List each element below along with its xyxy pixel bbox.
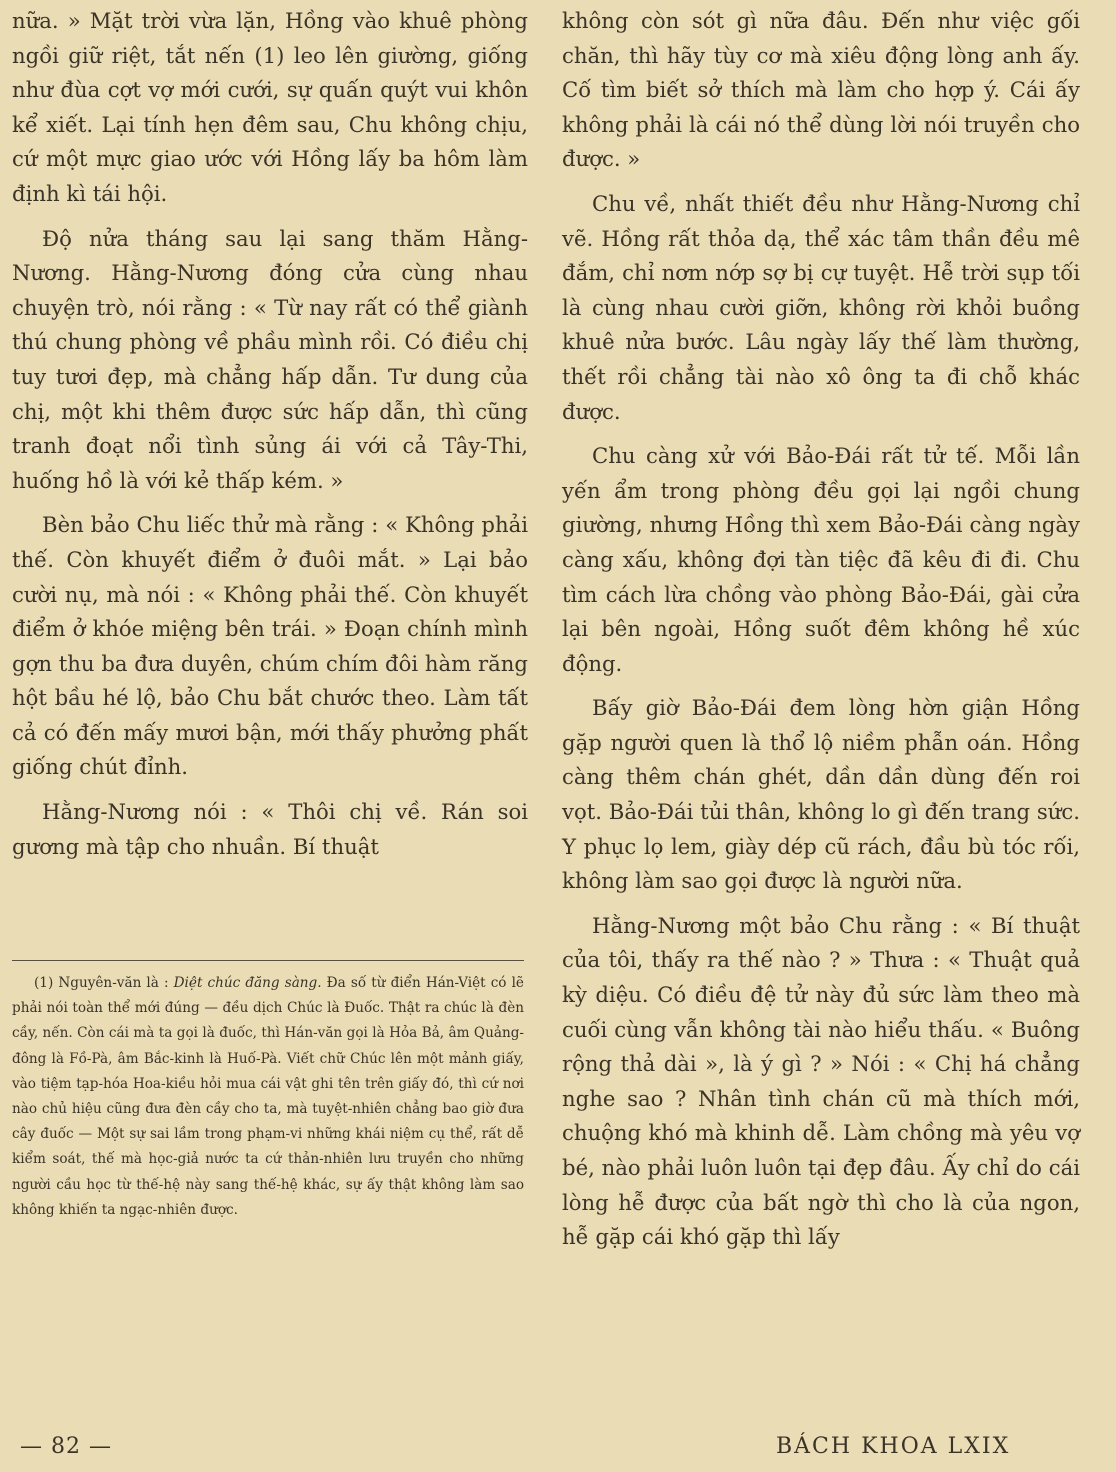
paragraph: Chu về, nhất thiết đều như Hằng-Nương chỉ vẽ. Hồng rất thỏa dạ, thể xác tâm thần đều mê đắm, chỉ nơm nớp sợ bị cự tuyệt. Hễ trời sụp tối là cùng nhau cười giỡn, không rời khỏi buồng khuê nửa bước. Lâu ngày lấy thế làm thường, thết rồi chẳng tài nào xô ông ta đi chỗ khác được. xyxy=(562,190,1080,424)
paragraph: nữa. » Mặt trời vừa lặn, Hồng vào khuê phòng ngồi giữ riệt, tắt nến (1) leo lên giường, giống như đùa cợt vợ mới cưới, sự quấn quýt vui khôn kể xiết. Lại tính hẹn đêm sau, Chu không chịu, cứ một mực giao ước với Hồng lấy ba hôm làm định kì tái hội. xyxy=(12,8,528,206)
page-number: — 82 — xyxy=(20,1434,112,1459)
footnote-body: Đa số từ điển Hán-Việt có lẽ phải nói toàn thể mới đúng — đều dịch Chúc là Đuốc. Thật ra chúc là đèn cầy, nến. Còn cái mà ta gọi là đuốc, thì Hán-văn gọi là Hỏa Bả, âm Quảng-đông là Fồ-Pà, âm Bắc-kinh là Huố-Pà. Viết chữ Chúc lên một mảnh giấy, vào tiệm tạp-hóa Hoa-kiều hỏi mua cái vật ghi tên trên giấy đó, thì cứ nơi nào chủ hiệu cũng đưa đèn cầy cho ta, mà tuyệt-nhiên chẳng bao giờ đưa cây đuốc — Một sự sai lầm trong phạm-vi những khái niệm cụ thể, rất dễ kiểm soát, thế mà học-giả nước ta cứ thản-nhiên lưu truyền cho những người cầu học từ thế-hệ này sang thế-hệ khác, sự ấy thật không làm sao không khiến ta ngạc-nhiên được. xyxy=(12,975,524,1218)
footnote-text xyxy=(12,971,524,1223)
left-text-column xyxy=(12,4,528,864)
footnote-intro: (1) Nguyên-văn là : xyxy=(34,975,174,991)
paragraph: Hằng-Nương nói : « Thôi chị về. Rán soi gương mà tập cho nhuần. Bí thuật xyxy=(12,799,528,859)
running-title: BÁCH KHOA LXIX xyxy=(776,1434,1011,1459)
paragraph: Độ nửa tháng sau lại sang thăm Hằng-Nương. Hằng-Nương đóng cửa cùng nhau chuyện trò, nói rằng : « Từ nay rất có thể giành thú chung phòng về phầu mình rồi. Có điều chị tuy tươi đẹp, mà chẳng hấp dẫn. Tư dung của chị, một khi thêm được sức hấp dẫn, thì cũng tranh đoạt nổi tình sủng ái với cả Tây-Thi, huống hồ là với kẻ thấp kém. » xyxy=(12,225,528,493)
paragraph: Chu càng xử với Bảo-Đái rất tử tế. Mỗi lần yến ẩm trong phòng đều gọi lại ngồi chung giường, nhưng Hồng thì xem Bảo-Đái càng ngày càng xấu, không đợi tàn tiệc đã kêu đi đi. Chu tìm cách lừa chồng vào phòng Bảo-Đái, gài cửa lại bên ngoài, Hồng suốt đêm không hề xúc động. xyxy=(562,443,1080,676)
paragraph: Bèn bảo Chu liếc thử mà rằng : « Không phải thế. Còn khuyết điểm ở đuôi mắt. » Lại bảo cười nụ, mà nói : « Không phải thế. Còn khuyết điểm ở khóe miệng bên trái. » Đoạn chính mình gợn thu ba đưa duyên, chúm chím đôi hàm răng hột bầu hé lộ, bảo Chu bắt chước theo. Làm tất cả có đến mấy mươi bận, mới thấy phưởng phất giống chút đỉnh. xyxy=(12,512,528,780)
paragraph: không còn sót gì nữa đâu. Đến như việc gối chăn, thì hãy tùy cơ mà xiêu động lòng anh ấy. Cố tìm biết sở thích mà làm cho hợp ý. Cái ấy không phải là cái nó thể dùng lời nói truyền cho được. » xyxy=(562,8,1080,172)
footnote xyxy=(12,960,524,1223)
paragraph: Hằng-Nương một bảo Chu rằng : « Bí thuật của tôi, thấy ra thế nào ? » Thưa : « Thuật quả kỳ diệu. Có điều đệ tử này đủ sức làm theo mà cuối cùng vẫn không tài nào hiểu thấu. « Buông rộng thả dài », là ý gì ? » Nói : « Chị há chẳng nghe sao ? Nhân tình chán cũ mà thích mới, chuộng khó mà khinh dễ. Làm chồng mà yêu vợ bé, nào phải luôn luôn tại đẹp đâu. Ấy chỉ do cái lòng hễ được của bất ngờ thì cho là của ngon, hễ gặp cái khó gặp thì lấy xyxy=(562,912,1080,1250)
footnote-quote: Diệt chúc đăng sàng. xyxy=(173,975,322,991)
right-text-column xyxy=(562,4,1080,1255)
paragraph: Bấy giờ Bảo-Đái đem lòng hờn giận Hồng gặp người quen là thổ lộ niềm phẫn oán. Hồng càng thêm chán ghét, dần dần dùng đến roi vọt. Bảo-Đái tủi thân, không lo gì đến trang sức. Y phục lọ lem, giày dép cũ rách, đầu bù tóc rối, không làm sao gọi được là người nữa. xyxy=(562,695,1080,894)
